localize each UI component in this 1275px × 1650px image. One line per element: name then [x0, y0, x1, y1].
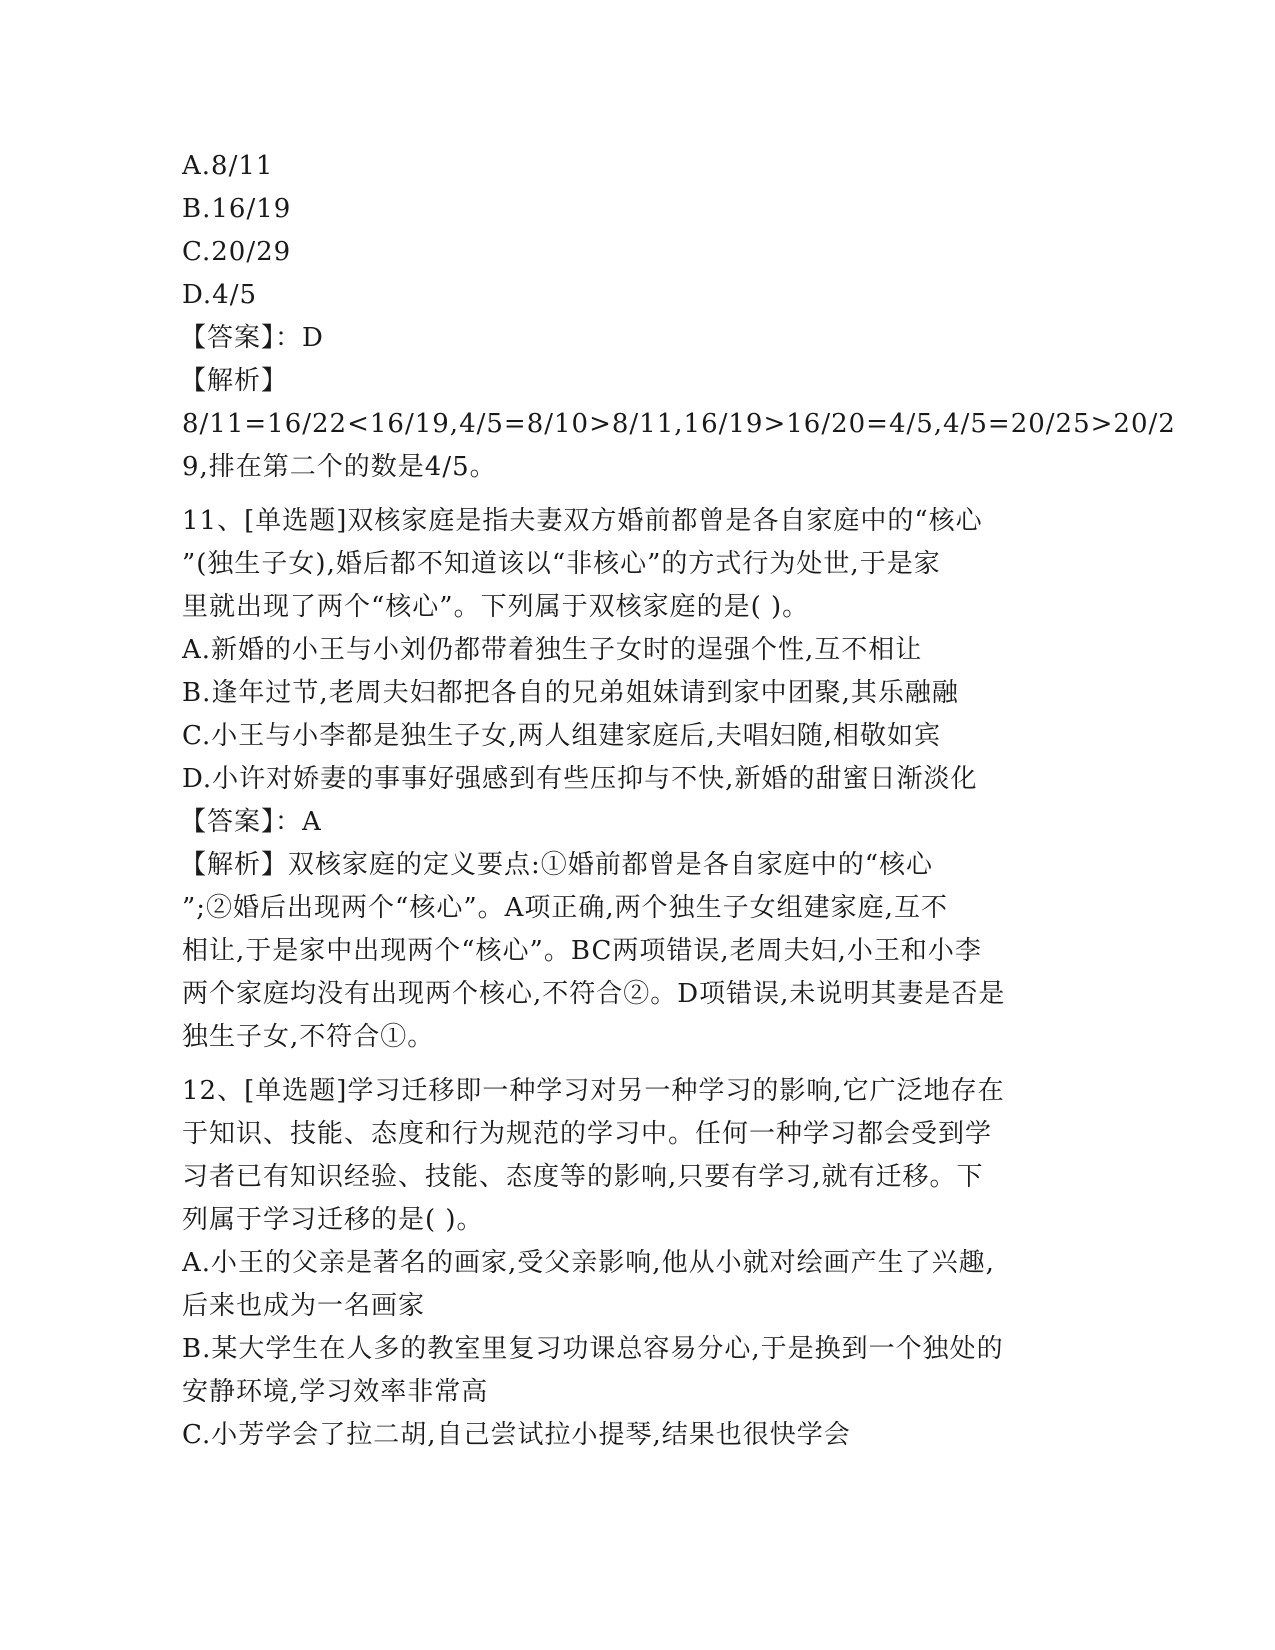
q12-option-b: B.某大学生在人多的教室里复习功课总容易分心,于是换到一个独处的: [182, 1334, 1004, 1364]
q11-answer: 【答案】：A: [180, 807, 322, 837]
q12-stem-line: 习者已有知识经验、技能、态度等的影响,只要有学习,就有迁移。下: [182, 1162, 984, 1192]
q11-stem-line: ”(独生子女),婚后都不知道该以“非核心”的方式行为处世,于是家: [182, 549, 941, 579]
q10-answer: 【答案】：D: [180, 323, 324, 353]
q11-stem-line: 里就出现了两个“核心”。下列属于双核家庭的是( )。: [182, 592, 810, 622]
q12-stem-line: 列属于学习迁移的是( )。: [182, 1205, 484, 1235]
question-10: [180, 145, 1176, 489]
q10-analysis-line: 9,排在第二个的数是4/5。: [182, 452, 497, 482]
q10-option-d: D.4/5: [182, 280, 258, 310]
q10-option-b: B.16/19: [182, 194, 292, 224]
q12-stem-line: 12、[单选题]学习迁移即一种学习对另一种学习的影响,它广泛地存在: [182, 1076, 1005, 1106]
q11-analysis-line: 独生子女,不符合①。: [182, 1022, 435, 1052]
q12-option-c: C.小芳学会了拉二胡,自己尝试拉小提琴,结果也很快学会: [182, 1420, 851, 1450]
q11-option-a: A.新婚的小王与小刘仍都带着独生子女时的逞强个性,互不相让: [182, 635, 923, 665]
question-12: [182, 1070, 1082, 1457]
q11-analysis-line: 两个家庭均没有出现两个核心,不符合②。D项错误,未说明其妻是否是: [182, 979, 1006, 1009]
q11-option-c: C.小王与小李都是独生子女,两人组建家庭后,夫唱妇随,相敬如宾: [182, 721, 942, 751]
q10-analysis-line: 8/11=16/22<16/19,4/5=8/10>8/11,16/19>16/20=4/5,4/5=20/25>20/2: [182, 409, 1176, 439]
q12-stem-line: 于知识、技能、态度和行为规范的学习中。任何一种学习都会受到学: [182, 1119, 993, 1149]
q12-option-a: A.小王的父亲是著名的画家,受父亲影响,他从小就对绘画产生了兴趣,: [182, 1248, 995, 1278]
q11-option-b: B.逢年过节,老周夫妇都把各自的兄弟姐妹请到家中团聚,其乐融融: [182, 678, 959, 708]
document-page: [180, 145, 1176, 1457]
q12-option-a-cont: 后来也成为一名画家: [182, 1291, 426, 1321]
q11-option-d: D.小许对娇妻的事事好强感到有些压抑与不快,新婚的甜蜜日渐淡化: [182, 764, 978, 794]
q10-analysis-label: 【解析】: [180, 366, 289, 396]
q12-option-b-cont: 安静环境,学习效率非常高: [182, 1377, 489, 1407]
q11-analysis-line: 相让,于是家中出现两个“核心”。BC两项错误,老周夫妇,小王和小李: [182, 936, 982, 966]
q10-option-c: C.20/29: [182, 237, 292, 267]
q11-analysis-line: 【解析】双核家庭的定义要点:①婚前都曾是各自家庭中的“核心: [180, 850, 934, 880]
q11-stem-line: 11、[单选题]双核家庭是指夫妻双方婚前都曾是各自家庭中的“核心: [182, 506, 983, 536]
q10-option-a: A.8/11: [182, 151, 274, 181]
question-11: [182, 500, 1082, 1059]
spacer: [182, 489, 1082, 500]
q11-analysis-line: ”;②婚后出现两个“核心”。A项正确,两个独生子女组建家庭,互不: [182, 893, 948, 923]
spacer: [182, 1059, 1082, 1070]
